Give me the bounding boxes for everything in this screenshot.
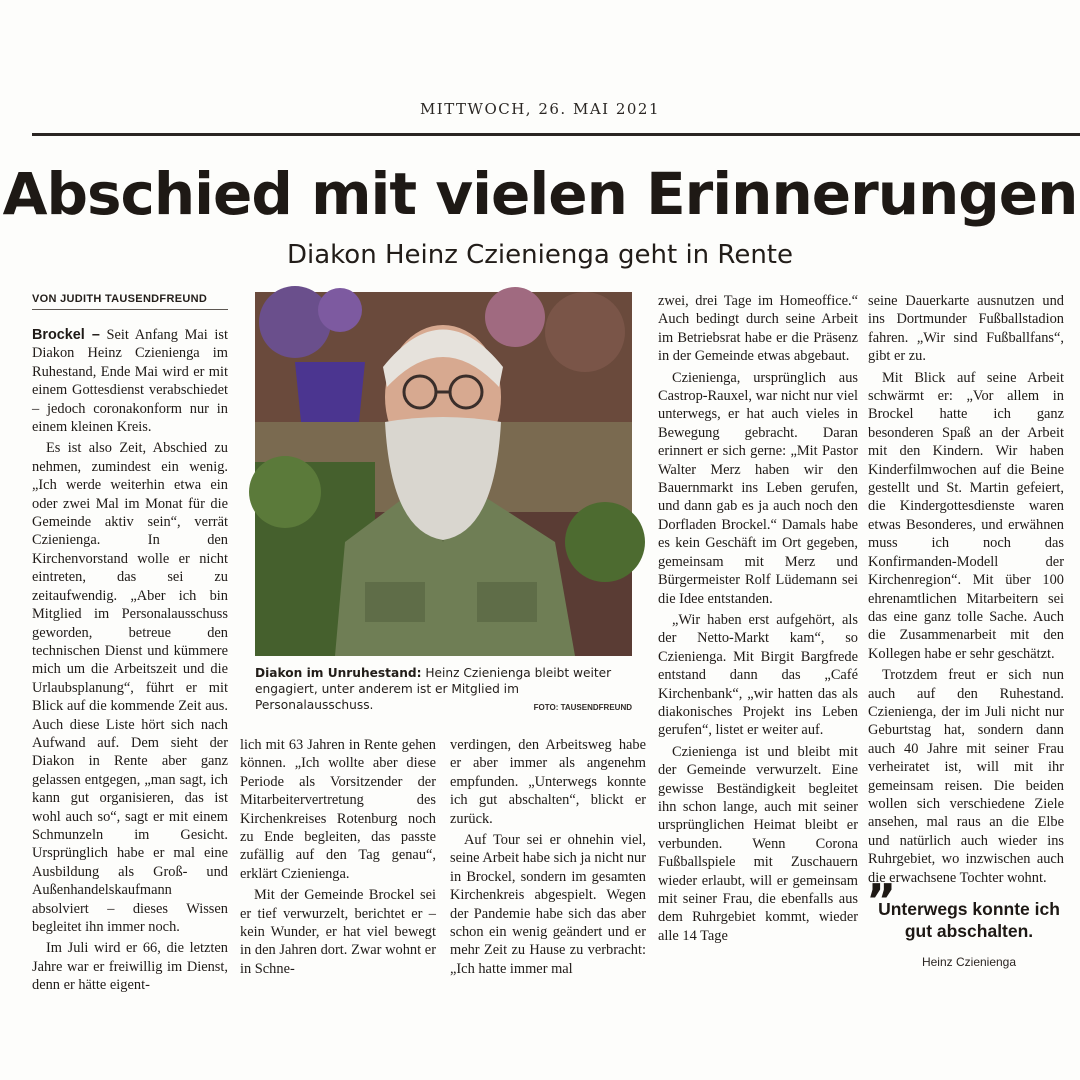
- subheadline: Diakon Heinz Czienienga geht in Rente: [287, 240, 793, 270]
- paragraph: Auf Tour sei er ohnehin viel, seine Arbeit habe sich ja nicht nur in Brockel, sondern im gesamten Kirchenkreis abgespielt. Wegen der Pandemie habe sich das aber schon ein wenig geändert und er mehr Zeit zu Hause zu verbracht: „Ich hatte immer mal: [450, 832, 646, 977]
- article-column-2: [240, 736, 436, 976]
- headline: Abschied mit vielen Erinnerungen: [2, 160, 1078, 228]
- article-column-3: [450, 736, 646, 976]
- paragraph: Mit Blick auf seine Arbeit schwärmt er: „Vor allem in Brockel hatte ich ganz besonderen Spaß an der Arbeit mit den Kindern. Wir haben Kinderfilmwochen auf die Beine gestellt und St. Martin gefeiert, die Kindergottesdienste waren etwas Besonderes, und erwähnen muss ich noch das Konfirmanden-Modell der Kirchenregion“. Mit über 100 ehrenamtlichen Mitarbeitern sei das eine ganz tolle Sache. Auch die Zusammenarbeit mit den Kollegen habe er sehr geschätzt.: [868, 369, 1064, 662]
- article-column-4: [658, 292, 858, 976]
- paragraph: Brockel – Seit Anfang Mai ist Diakon Heinz Czienienga im Ruhestand, Ende Mai wird er mit einem Gottesdienst verabschiedet – jedoch coronakonform nur in einem kleinen Kreis.: [32, 327, 228, 436]
- byline-rule: [32, 309, 228, 310]
- paragraph: zwei, drei Tage im Homeoffice.“ Auch bedingt durch seine Arbeit im Betriebsrat habe er die Präsenz in der Gemeinde etwas abgebaut.: [658, 293, 858, 365]
- issue-date: MITTWOCH, 26. MAI 2021: [419, 100, 661, 118]
- quote-mark-icon: ”: [866, 874, 897, 928]
- article-column-5: [868, 292, 1064, 886]
- paragraph: Czienienga, ursprünglich aus Castrop-Rauxel, war nicht nur viel unterwegs, er hat auch vieles in Bewegung gebracht. Daran erinnert er sich gerne: „Mit Pastor Walter Merz haben wir den Bauernmarkt ins Leben gerufen, und dann gab es ja auch noch den Dorfladen Brockel.“ Damals habe es kein Geschäft im Ort gegeben, gemeinsam mit Merz und Bürgermeister Rolf Lüdemann sei die Idee entstanden.: [658, 369, 858, 607]
- article-column-1: [32, 326, 228, 994]
- pull-quote-author: Heinz Czienienga: [921, 955, 1017, 969]
- paragraph: Es ist also Zeit, Abschied zu nehmen, zumindest ein wenig. „Ich werde weiterhin etwa ein oder zwei Mal im Monat für die Gemeinde aktiv sein“, verrät Czienienga. In den Kirchenvorstand wolle er nicht eintreten, das sei zu zeitaufwendig. „Aber ich bin Mitglied im Personalausschuss geworden, betreue den technischen Dienst und kümmere mich um die Arbeitszeit und die Urlaubsplanung“, führt er mit Blick auf die kommende Zeit aus. Auch diese Liste hört sich nach Aufwand auf. Dem sieht der Diakon in Rente aber ganz gelassen entgegen, „man sagt, ich kann gut organisieren, das ist wohl auch so“, sagt er mit einem Schmunzeln im Gesicht. Ursprünglich habe er mal eine Ausbildung als Groß- und Außenhandelskaufmann absolviert – dieses Wissen begleitet ihn immer noch.: [32, 440, 228, 935]
- caption-lead: Diakon im Unruhestand:: [255, 666, 422, 680]
- paragraph: lich mit 63 Jahren in Rente gehen können. „Ich wollte aber diese Periode als Vorsitzender der Mitarbeitervertretung des Kirchenkreises Rotenburg noch zu Ende begleiten, das passte zufällig auf den Tag genau“, erklärt Czienienga.: [240, 737, 436, 882]
- paragraph: Im Juli wird er 66, die letzten Jahre war er freiwillig im Dienst, denn er hätte eigent-: [32, 940, 228, 994]
- header-rule: [32, 133, 1080, 136]
- caption-text: Heinz Czienienga bleibt weiter engagiert, unter anderem ist er Mitglied im Personalausschuss.: [255, 666, 612, 712]
- paragraph: „Wir haben erst aufgehört, als der Netto-Markt kam“, so Czienienga. Mit Birgit Bargfrede entstand dann das „Café Kirchenbank“, „wir hatten das als diakonisches Projekt ins Leben gerufen“, listet er weiter auf.: [658, 611, 858, 739]
- paragraph: seine Dauerkarte ausnutzen und ins Dortmunder Fußballstadion fahren. „Wir sind Fußballfans“, gibt er zu.: [868, 293, 1064, 365]
- paragraph: Czienienga ist und bleibt mit der Gemeinde verwurzelt. Eine gewisse Beständigkeit begleitet ihn schon lange, auch mit seiner ursprünglichen Heimat bleibt er verbunden. Wenn Corona Fußballspiele mit Zuschauern wieder erlaubt, will er gemeinsam mit seiner Frau, die ebenfalls aus dem Ruhrgebiet kommt, wieder alle 14 Tage: [658, 743, 858, 944]
- photo-credit: FOTO: TAUSENDFREUND: [533, 703, 632, 712]
- pull-quote: Unterwegs konnte ich gut abschalten.: [878, 899, 1060, 941]
- byline: VON JUDITH TAUSENDFREUND: [32, 293, 208, 305]
- paragraph: verdingen, den Arbeitsweg habe er aber immer als angenehm empfunden. „Unterwegs konnte ich gut abschalten“, blickt er zurück.: [450, 737, 646, 827]
- paragraph: Mit der Gemeinde Brockel sei er tief verwurzelt, berichtet er – kein Wunder, er hat viel bewegt in den Jahren dort. Zwar wohnt er in Schne-: [240, 887, 436, 977]
- portrait-photo: [255, 292, 632, 656]
- paragraph: Trotzdem freut er sich nun auch auf den Ruhestand. Czienienga, der im Juli nicht nur Geburtstag hat, sondern dann auch 40 Jahre mit seiner Frau verheiratet ist, will mit ihr gemeinsam reisen. Die beiden wollen sich verschiedene Ziele ansehen, mal raus an die Elbe und natürlich auch wieder ins Ruhrgebiet, wo inzwischen auch die erwachsene Tochter wohnt.: [868, 667, 1064, 886]
- dateline: Brockel –: [32, 327, 100, 343]
